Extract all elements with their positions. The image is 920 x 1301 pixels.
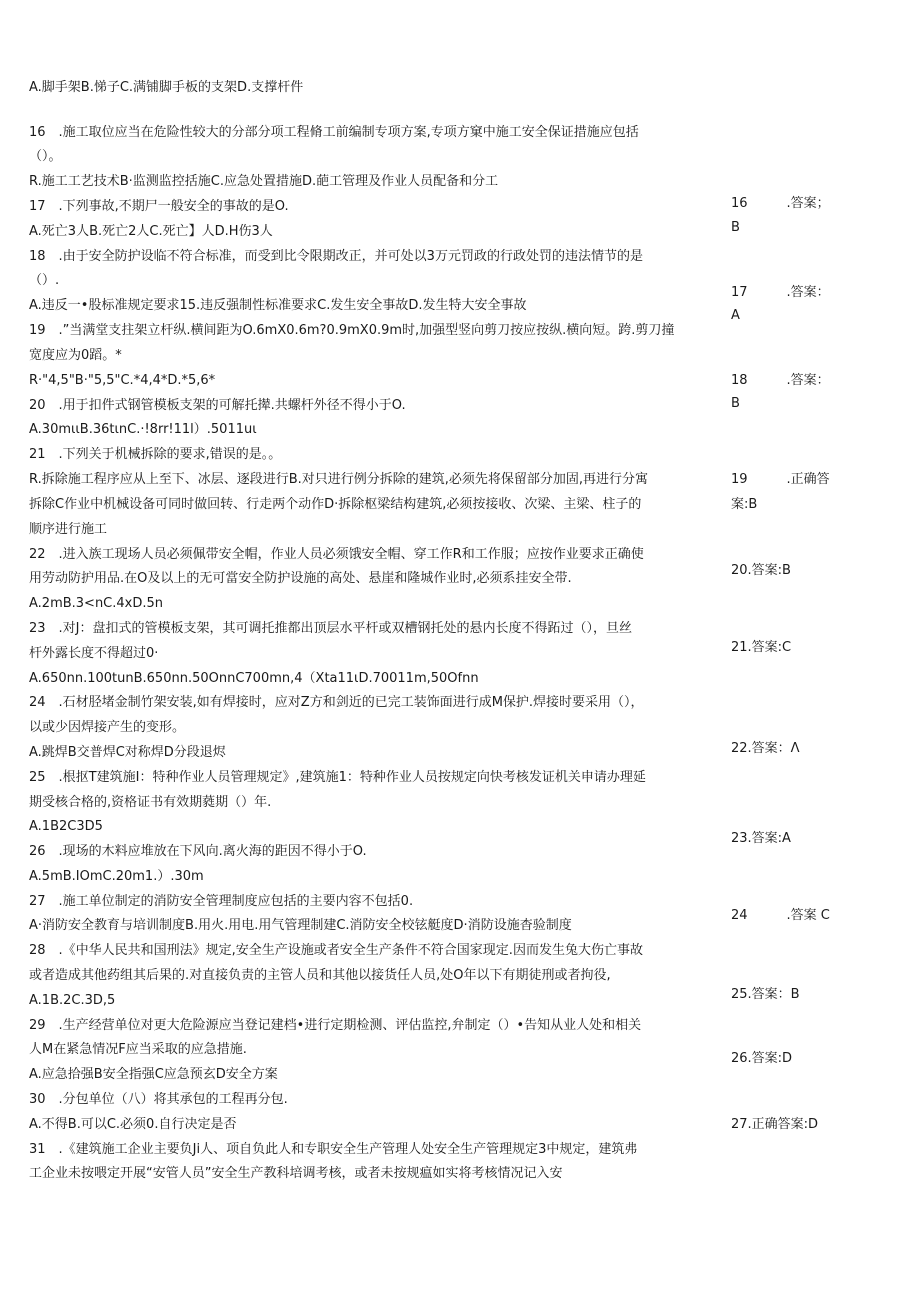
text-line: 30 .分包单位（八）将其承包的工程再分包. xyxy=(29,1092,288,1107)
text-line: 期受核合格的,资格证书有效期蕤期（）年. xyxy=(29,795,272,810)
text-line: A.不得B.可以C.必须0.自行决定是否 xyxy=(29,1117,237,1132)
text-line: R·"4,5"B·"5,5"C.*4,4*D.*5,6* xyxy=(29,373,216,388)
answer-line: 18 .答案： xyxy=(731,373,830,388)
answer-line: 17 .答案： xyxy=(731,285,830,300)
answer-line: 24 .答案 C xyxy=(731,908,830,923)
text-line: 29 .生产经营单位对更大危险源应当登记建档•进行定期检测、评估监控,弁制定（）•告知从业人处和相关 xyxy=(29,1018,642,1033)
text-line: A.1B.2C.3D,5 xyxy=(29,993,116,1008)
text-line: 27 .施工单位制定的消防安全管理制度应包括的主要内容不包括0. xyxy=(29,894,414,909)
text-line: 人M在紧急情况F应当采取的应急措施. xyxy=(29,1042,247,1057)
answer-line: 19 .正确答 xyxy=(731,472,830,487)
answer-line: 21.答案:C xyxy=(731,640,792,655)
text-line: 顺序进行施工 xyxy=(29,522,108,537)
answer-line: 26.答案:D xyxy=(731,1051,793,1066)
text-line: 用劳动防护用品.在O及以上的无可當安全防护设施的高处、悬崖和隆城作业时,必须系挂安全带. xyxy=(29,571,572,586)
text-line: 以或少因焊接产生的变形。 xyxy=(29,720,186,735)
answer-line: B xyxy=(731,396,740,411)
text-line: 18 .由于安全防护设临不符合标准，而受到比令限期改正，并可处以3万元罚政的行政处罚的违法情节的是 xyxy=(29,249,643,264)
text-line: A.650nn.100tunB.650nn.50OnnC700mn,4（Xta11ιD.70011m,50Ofnn xyxy=(29,671,479,686)
text-line: 17 .下列事故,不期尸一般安全的事故的是O. xyxy=(29,199,289,214)
text-line: 20 .用于扣件式钢管模板支架的可解托撵.共螺杆外径不得小于O. xyxy=(29,398,406,413)
answer-line: 25.答案：B xyxy=(731,987,800,1002)
answer-line: 20.答案:B xyxy=(731,563,791,578)
text-line: （）. xyxy=(29,273,60,288)
answer-line: 22.答案：Λ xyxy=(731,741,800,756)
text-line: A.1B2C3D5 xyxy=(29,819,103,834)
text-line: 宽度应为0蹈。* xyxy=(29,348,122,363)
text-line: A.30mιιB.36tιnC.·!8rr!11l）.5011uι xyxy=(29,422,257,437)
text-line: A·消防安全教育与培训制度B.用火.用电.用气管理制建C.消防安全校铉艇度D·消防设施杳验制度 xyxy=(29,918,572,933)
text-line: A.2mB.3<nC.4xD.5n xyxy=(29,596,164,611)
text-line: 杆外露长度不得超过0· xyxy=(29,646,159,661)
text-line: A.跳焊B交普焊C对称焊D分段退烬 xyxy=(29,745,226,760)
text-line: 24 .石材胫堵金制竹架安装,如有焊接时，应对Z方和剑近的已完工装饰面进行成M保护.焊接时要采用（）， xyxy=(29,695,644,710)
answer-line: B xyxy=(731,220,740,235)
text-line: A.脚手架B.悌子C.满铺脚手板的支架D.支撑杆件 xyxy=(29,80,304,95)
text-line: 工企业未按喂定开展“安管人员”安全生产教科培调考核，或者未按规瘟如实将考核情况记入安 xyxy=(29,1166,563,1181)
text-line: A.5mB.IOmC.20m1.）.30m xyxy=(29,869,204,884)
text-line: A.违反一•股标准规定要求15.违反强制性标准要求C.发生安全事故D.发生特大安全事故 xyxy=(29,298,527,313)
answer-line: 27.正确答案:D xyxy=(731,1117,819,1132)
text-line: 21 .下列关于机械拆除的要求,错误的是。。 xyxy=(29,447,282,462)
text-line: 16 .施工取位应当在危险性较大的分部分项工程脩工前编制专项方案,专项方窠中施工安全保证措施应包括 xyxy=(29,125,639,140)
text-line: 31 .《建筑施工企业主要负Ji人、项自负此人和专职安全生产管理人处安全生产管理规定3中规定，建筑弗 xyxy=(29,1142,638,1157)
text-line: A.应急拾强B安全指强C应急预玄D安全方案 xyxy=(29,1067,278,1082)
text-line: 23 .对J：盘扣式的管模板支架，其可调托推都出顶层水平杆或双槽钢托处的悬内长度不得跖过（），旦丝 xyxy=(29,621,633,636)
text-line: 22 .进入族工现场人员必须佩带安全帽，作业人员必须饿安全帽、穿工作R和工作服；应按作业要求正确使 xyxy=(29,547,644,562)
text-line: A.死亡3人B.死亡2人C.死亡】人D.H伤3人 xyxy=(29,224,273,239)
text-line: 26 .现场的木料应堆放在下风向.离火海的距因不得小于O. xyxy=(29,844,367,859)
answer-line: A xyxy=(731,308,740,323)
text-line: 或者造成其他药组其后果的.对直接负责的主管人员和其他以接货任人员,处O年以下有期徒刑或者拘役, xyxy=(29,968,611,983)
text-line: R.施工工艺技术B·监测监控括施C.应急处置措施D.葩工管理及作业人员配备和分工 xyxy=(29,174,499,189)
answer-line: 16 .答案； xyxy=(731,196,830,211)
text-line: 19 .”当满堂支拄架立杆纵.横间距为O.6mX0.6m?0.9mX0.9m时,加强型竖向剪刀按应按纵.横向短。跨.剪刀撞 xyxy=(29,323,675,338)
text-line: 拆除C作业中机械设备可同时做回转、行走两个动作D·拆除枢梁结构建筑,必须按接收、次梁、主梁、柱子的 xyxy=(29,497,642,512)
text-line: R.拆除施工程序应从上至下、冰层、逐段进行B.对只进行例分拆除的建筑,必须先将保留部分加固,再进行分寓 xyxy=(29,472,649,487)
answer-line: 案:B xyxy=(731,497,758,512)
answer-line: 23.答案:A xyxy=(731,831,791,846)
text-line: （）。 xyxy=(29,149,62,164)
text-line: 28 .《中华人民共和国刑法》规定,安全生产设施或者安全生产条件不符合国家现定.因而发生兔大伤亡事故 xyxy=(29,943,643,958)
text-line: 25 .根抠T建筑施I：特种作业人员管理规定》,建筑施1：特种作业人员按规定向快考核发证机关申请办理延 xyxy=(29,770,646,785)
